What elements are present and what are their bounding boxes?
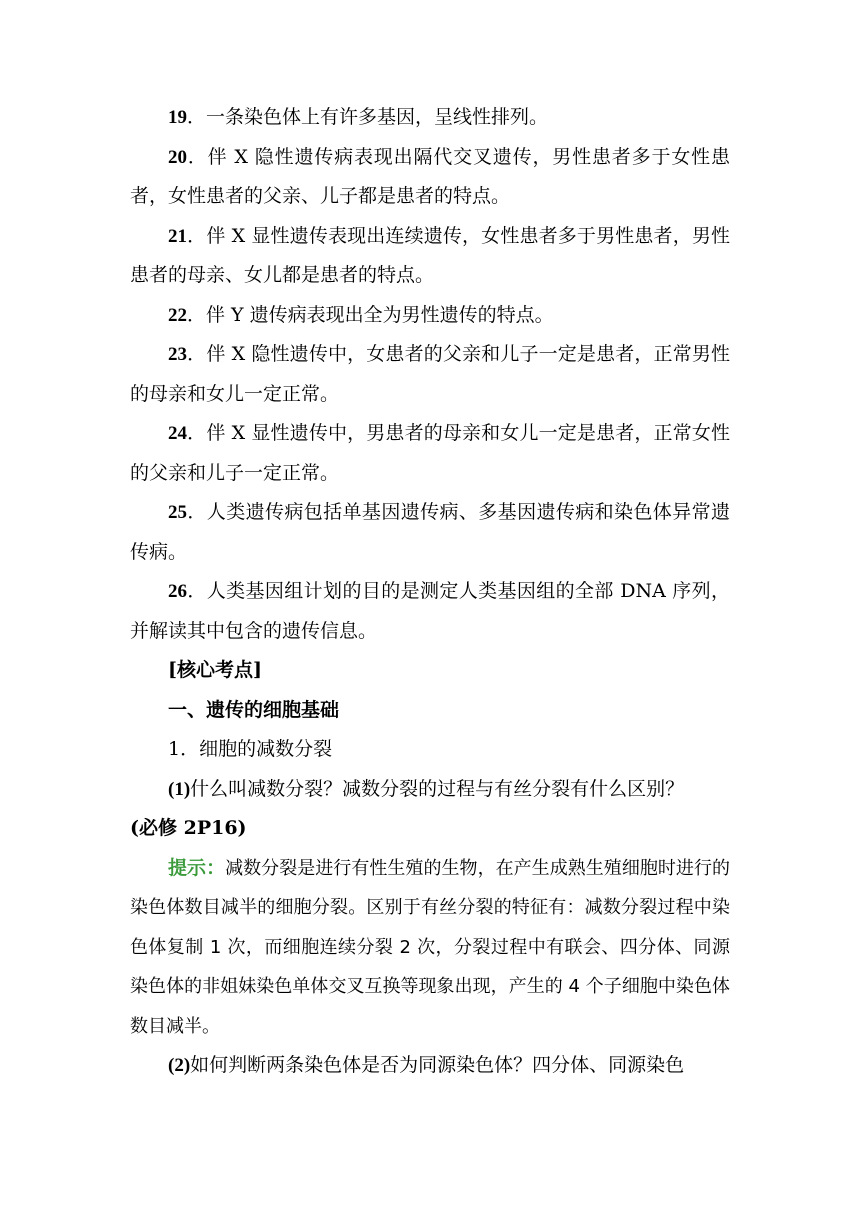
item-number: 23 [168,344,187,365]
item-text: 一条染色体上有许多基因，呈线性排列。 [206,106,549,128]
list-item: 26．人类基因组计划的目的是测定人类基因组的全部 DNA 序列，并解读其中包含的遗传信息。 [130,580,730,642]
hint-paragraph [130,849,730,1047]
list-item: 23．伴 X 隐性遗传中，女患者的父亲和儿子一定是患者，正常男性的母亲和女儿一定正常。 [130,343,730,405]
section-heading: 一、遗传的细胞基础 [168,698,340,721]
list-item: 24．伴 X 显性遗传中，男患者的母亲和女儿一定是患者，正常女性的父亲和儿子一定正常。 [130,422,730,484]
list-item: 22．伴 Y 遗传病表现出全为男性遗传的特点。 [168,303,554,326]
textbook-reference: (必修 2P16) [130,817,247,839]
item-text: 伴 X 隐性遗传病表现出隔代交叉遗传，男性患者多于女性患者，女性患者的父亲、儿子都是患者的特点。 [130,145,730,207]
document-page [130,98,730,1086]
item-number: 19 [168,107,187,128]
item-number: 21 [168,225,187,247]
subsection-title [130,730,730,770]
list-item: 19．一条染色体上有许多基因，呈线性排列。 [168,106,549,128]
hint-label: 提示： [168,856,226,879]
item-text: 人类基因组计划的目的是测定人类基因组的全部 DNA 序列，并解读其中包含的遗传信息。 [130,580,730,642]
question-number: (2) [168,1055,191,1076]
question-1 [130,770,730,849]
item-number: 26 [168,581,187,602]
question-number: (1) [168,778,191,800]
list-item: 20．伴 X 隐性遗传病表现出隔代交叉遗传，男性患者多于女性患者，女性患者的父亲、儿子都是患者的特点。 [130,145,730,207]
item-number: 24 [168,423,187,444]
item-number: 22 [168,304,187,326]
item-number: 25 [168,502,187,523]
question-2 [130,1046,730,1086]
list-item: 25．人类遗传病包括单基因遗传病、多基因遗传病和染色体异常遗传病。 [130,501,730,563]
question-text: 什么叫减数分裂？减数分裂的过程与有丝分裂有什么区别？ [190,777,685,800]
item-number: 20 [168,146,187,168]
list-item: 21．伴 X 显性遗传表现出连续遗传，女性患者多于男性患者，男性患者的母亲、女儿都是患者的特点。 [130,224,730,286]
item-text: 伴 X 显性遗传中，男患者的母亲和女儿一定是患者，正常女性的父亲和儿子一定正常。 [130,422,730,484]
hint-text: 减数分裂是进行有性生殖的生物，在产生成熟生殖细胞时进行的染色体数目减半的细胞分裂。区别于有丝分裂的特征有：减数分裂过程中染色体复制 1 次，而细胞连续分裂 2 次，分裂过程中有联会、四分体、同源染色体的非姐妹染色单体交叉互换等现象出现，产生的 4 个子细胞中染色体数目减半。 [130,857,730,1037]
item-text: 伴 X 隐性遗传中，女患者的父亲和儿子一定是患者，正常男性的母亲和女儿一定正常。 [130,343,730,405]
subsection-text: 1．细胞的减数分裂 [168,738,333,760]
question-text: 如何判断两条染色体是否为同源染色体？四分体、同源染色 [190,1054,685,1076]
section-label: [核心考点] [168,659,262,681]
item-text: 伴 X 显性遗传表现出连续遗传，女性患者多于男性患者，男性患者的母亲、女儿都是患者的特点。 [130,224,730,286]
item-text: 伴 Y 遗传病表现出全为男性遗传的特点。 [206,303,554,326]
item-text: 人类遗传病包括单基因遗传病、多基因遗传病和染色体异常遗传病。 [130,501,730,563]
